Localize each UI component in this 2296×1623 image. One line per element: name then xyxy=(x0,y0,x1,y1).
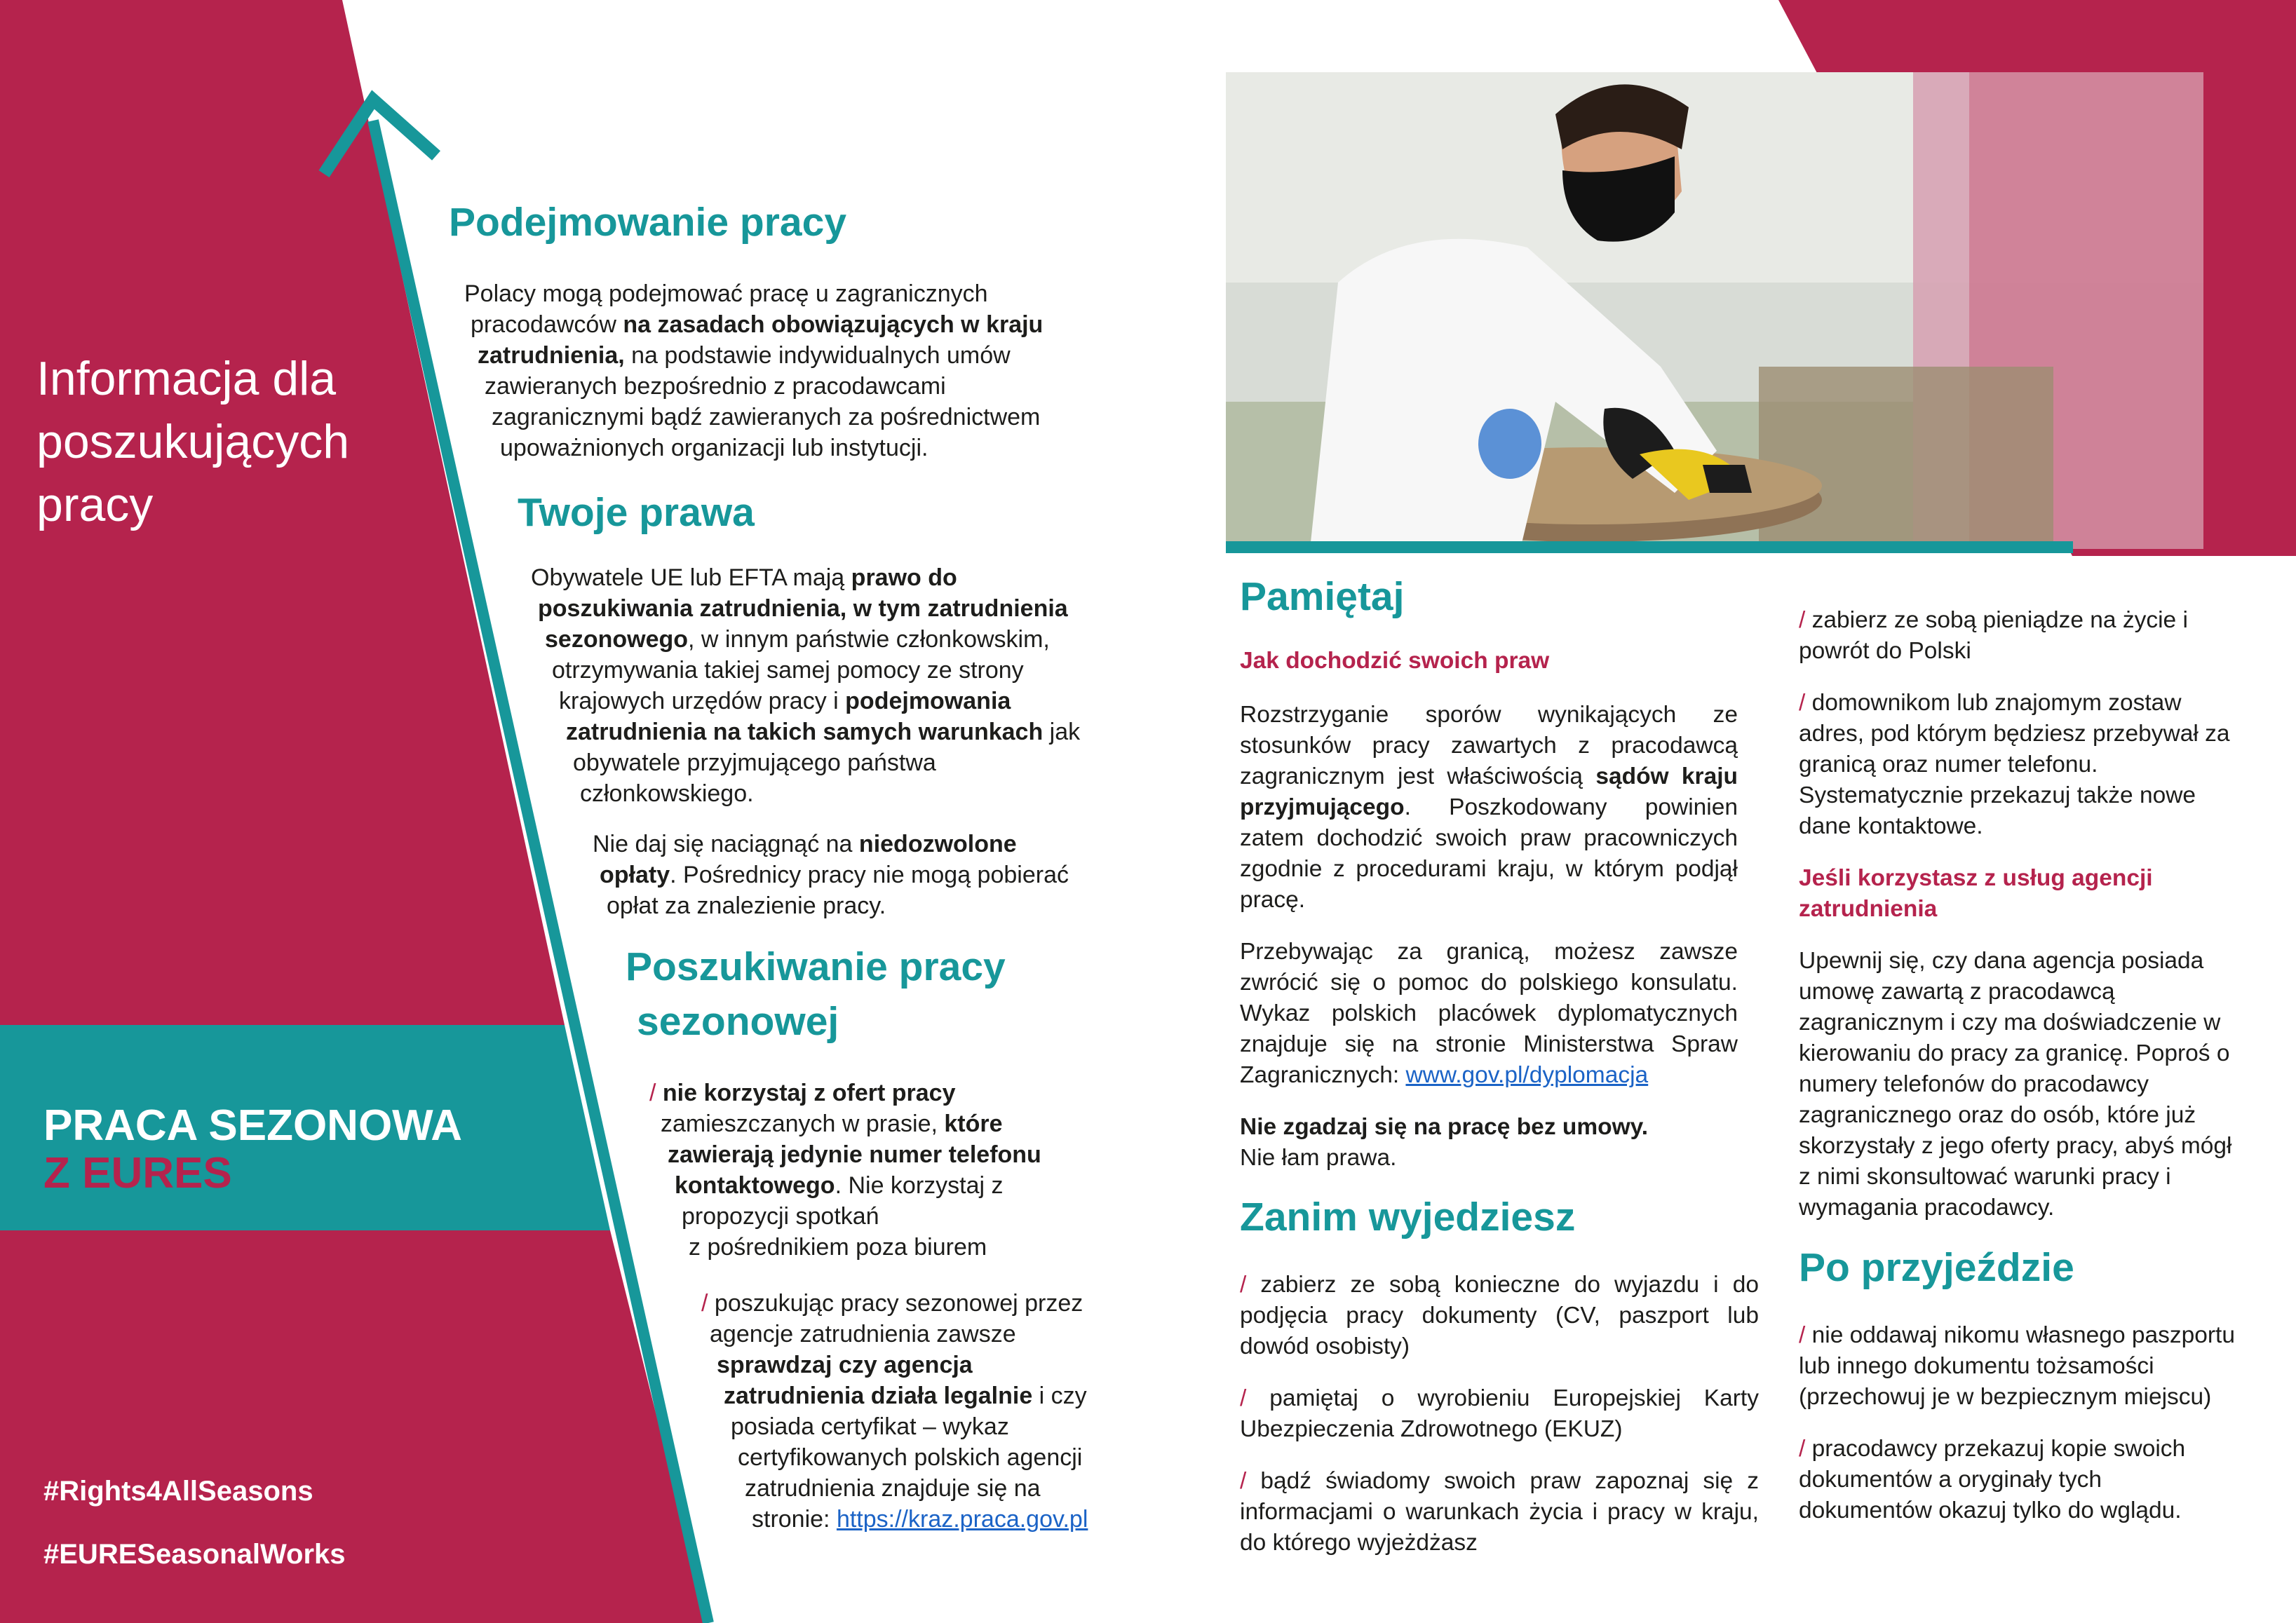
text-span: . Poszkodowany powinien zatem dochodzić swoich praw pracowniczych zgodnie z procedurami kraju, w którym podjął pracę. xyxy=(1240,794,1738,913)
text-span: pracodawcy przekazuj kopie swoich dokumentów a oryginały tych dokumentów okazuj tylko do wglądu. xyxy=(1799,1436,2186,1523)
heading-podejmowanie: Podejmowanie pracy xyxy=(449,200,847,245)
text-line xyxy=(701,1288,1083,1319)
text-line xyxy=(538,593,1068,624)
text-line: agencje zatrudnienia zawsze xyxy=(710,1321,1016,1347)
photo-underline xyxy=(1226,541,2073,553)
list-item xyxy=(1799,1434,2241,1526)
text-bold: niedozwolone xyxy=(858,831,1017,857)
text-line xyxy=(593,829,1017,860)
list-item xyxy=(1240,1466,1759,1559)
list-item xyxy=(1799,605,2248,667)
text-bold: kontaktowego xyxy=(675,1172,835,1199)
text-line: posiada certyfikat – wykaz xyxy=(731,1413,1009,1440)
heading-po-przyjezdzie: Po przyjeździe xyxy=(1799,1245,2074,1290)
heading-prawa: Twoje prawa xyxy=(518,490,755,535)
text-span: krajowych urzędów pracy i xyxy=(559,688,846,714)
subheading-prawa: Jak dochodzić swoich praw xyxy=(1240,648,1550,674)
cover-title-line2: Z EURES xyxy=(43,1149,232,1197)
text-bold: prawo do xyxy=(851,564,957,591)
pamietaj-paragraphs xyxy=(1240,700,1738,1195)
text-span: poszukując pracy sezonowej przez xyxy=(714,1290,1083,1317)
kraz-link[interactable]: https://kraz.praca.gov.pl xyxy=(836,1506,1088,1533)
text-line xyxy=(531,562,957,593)
text-bold: podejmowania xyxy=(845,688,1011,714)
slash-bullet: / xyxy=(1240,1468,1247,1494)
heading-pamietaj: Pamiętaj xyxy=(1240,574,1405,619)
text-line: zagranicznymi bądź zawieranych za pośrednictwem xyxy=(492,404,1041,430)
text-span: pamiętaj o wyrobieniu Europejskiej Karty Ubezpieczenia Zdrowotnego (EKUZ) xyxy=(1240,1385,1759,1442)
text-bold: poszukiwania zatrudnienia, w tym zatrudnienia xyxy=(538,595,1068,622)
text-line xyxy=(545,624,1050,655)
text-span: . Pośrednicy pracy nie mogą pobierać xyxy=(670,862,1069,888)
text-line xyxy=(471,309,1043,340)
paragraph xyxy=(1240,937,1738,1091)
text-line: obywatele przyjmującego państwa xyxy=(573,749,936,776)
text-bold: zatrudnienia na takich samych warunkach xyxy=(566,719,1044,745)
text-line: opłat za znalezienie pracy. xyxy=(607,892,886,919)
text-span: Obywatele UE lub EFTA mają xyxy=(531,564,851,591)
text-span: zamieszczanych w prasie, xyxy=(661,1111,945,1137)
cover-title-line1: PRACA SEZONOWA xyxy=(43,1101,463,1150)
zanim-list xyxy=(1240,1270,1759,1580)
slash-bullet: / xyxy=(701,1290,708,1317)
text-bold: sezonowego xyxy=(545,626,689,653)
slash-bullet: / xyxy=(649,1080,656,1106)
text-bold: zatrudnienia, xyxy=(478,342,625,369)
cover-info-line: poszukujących xyxy=(36,415,350,468)
text-span: na podstawie indywidualnych umów xyxy=(624,342,1011,369)
text-span: Rozstrzyganie sporów wynikających ze stosunków pracy zawartych z pracodawcą zagranicznym jest właściwością xyxy=(1240,702,1738,789)
text-span: . Nie korzystaj z xyxy=(835,1172,1004,1199)
text-line xyxy=(559,686,1011,717)
text-line: z pośrednikiem poza biurem xyxy=(689,1234,987,1261)
text-bold: które xyxy=(944,1111,1003,1137)
text-line: zawieranych bezpośrednio z pracodawcami xyxy=(485,373,946,400)
text-span: , w innym państwie członkowskim, xyxy=(688,626,1050,653)
slash-bullet: / xyxy=(1799,607,1806,633)
list-item xyxy=(1240,1270,1759,1362)
text-bold: na zasadach obowiązujących w kraju xyxy=(623,311,1044,338)
text-span: jak xyxy=(1043,719,1081,745)
text-line: upoważnionych organizacji lub instytucji. xyxy=(500,435,928,461)
right-list xyxy=(1799,605,2248,1244)
paragraph xyxy=(1240,700,1738,916)
text-line xyxy=(675,1170,1004,1201)
text-line xyxy=(600,860,1069,890)
slash-bullet: / xyxy=(1799,1436,1806,1462)
text-span: Nie łam prawa. xyxy=(1240,1145,1397,1171)
heading-sezonowa-1: Poszukiwanie pracy xyxy=(626,944,1006,989)
text-line: propozycji spotkań xyxy=(682,1203,879,1230)
heading-sezonowa-2: sezonowej xyxy=(637,999,839,1044)
paragraph xyxy=(1799,946,2248,1223)
dyplomacja-link[interactable]: www.gov.pl/dyplomacja xyxy=(1405,1062,1649,1088)
text-line: zatrudnienia znajduje się na xyxy=(745,1475,1041,1502)
text-span: bądź świadomy swoich praw zapoznaj się z informacjami o warunkach życia i pracy w kraju, do którego wyjeżdżasz xyxy=(1240,1468,1759,1556)
text-bold: Nie zgadzaj się na pracę bez umowy. xyxy=(1240,1114,1649,1140)
po-list xyxy=(1799,1320,2241,1547)
text-span: stronie: xyxy=(752,1506,837,1533)
text-line: otrzymywania takiej samej pomocy ze strony xyxy=(552,657,1024,684)
slash-bullet: / xyxy=(1240,1272,1247,1298)
cover-info-line: Informacja dla xyxy=(36,352,337,405)
text-span: i czy xyxy=(1032,1383,1087,1409)
subheading-agencja: Jeśli korzystasz z usług agencji zatrudnienia xyxy=(1799,865,2153,922)
text-span: pracodawców xyxy=(471,311,623,338)
text-bold: sądów kraju przyjmującego xyxy=(1240,763,1738,820)
text-line: członkowskiego. xyxy=(580,780,754,807)
slash-bullet: / xyxy=(1799,1322,1806,1348)
text-span: domownikom lub znajomym zostaw adres, pod którym będziesz przebywał za granicą oraz numer telefonu. Systematycznie przekazuj także nowe dane kontaktowe. xyxy=(1799,690,2230,839)
cover-title xyxy=(43,1102,462,1197)
text-line xyxy=(566,717,1080,747)
text-line xyxy=(752,1504,1088,1535)
slash-bullet: / xyxy=(1799,690,1806,716)
list-item xyxy=(1799,1320,2241,1413)
text-bold: zatrudnienia działa legalnie xyxy=(724,1383,1033,1409)
text-line xyxy=(717,1350,973,1380)
cover-info-title xyxy=(36,347,401,536)
list-item xyxy=(1240,1383,1759,1445)
text-span: nie oddawaj nikomu własnego paszportu lub innego dokumentu tożsamości (przechowuj je w bezpiecznym miejscu) xyxy=(1799,1322,2235,1410)
hashtag-eures: #EURESeasonalWorks xyxy=(43,1539,346,1570)
text-span: Nie daj się naciągnąć na xyxy=(593,831,859,857)
text-bold: opłaty xyxy=(600,862,670,888)
hashtag-rights: #Rights4AllSeasons xyxy=(43,1476,313,1507)
text-span: zabierz ze sobą konieczne do wyjazdu i do podjęcia pracy dokumenty (CV, paszport lub dowód osobisty) xyxy=(1240,1272,1759,1359)
text-bold: nie korzystaj z ofert pracy xyxy=(662,1080,956,1106)
text-bold: sprawdzaj czy agencja xyxy=(717,1352,973,1378)
text-line xyxy=(649,1078,956,1108)
paragraph xyxy=(1240,1112,1738,1174)
text-span: Przebywając za granicą, możesz zawsze zwrócić się o pomoc do polskiego konsulatu. Wykaz polskich placówek dyplomatycznych znajduje się na stronie Ministerstwa Spraw Zagranicznych: xyxy=(1240,939,1738,1088)
text-line xyxy=(724,1380,1087,1411)
heading-zanim: Zanim wyjedziesz xyxy=(1240,1195,1576,1240)
cover-info-line: pracy xyxy=(36,478,154,531)
waiter-photo xyxy=(1226,72,2203,549)
text-span: Upewnij się, czy dana agencja posiada umowę zawartą z pracodawcą zagranicznym i czy ma doświadczenie w kierowaniu do pracy za granicę. Poproś o numery telefonów do pracodawcy zagranicznego oraz do osób, które już skorzystały z jego oferty pracy, abyś mógł z nimi skonsultować warunki pracy i wymagania pracodawcy. xyxy=(1799,948,2232,1221)
text-bold: zawierają jedynie numer telefonu xyxy=(668,1141,1041,1168)
text-line xyxy=(668,1139,1041,1170)
text-line xyxy=(661,1108,1003,1139)
slash-bullet: / xyxy=(1240,1385,1247,1411)
text-line: Polacy mogą podejmować pracę u zagranicznych xyxy=(464,280,988,307)
text-line: certyfikowanych polskich agencji xyxy=(738,1444,1083,1471)
text-span: zabierz ze sobą pieniądze na życie i powrót do Polski xyxy=(1799,607,2188,664)
list-item xyxy=(1799,688,2248,842)
text-line xyxy=(478,340,1011,371)
